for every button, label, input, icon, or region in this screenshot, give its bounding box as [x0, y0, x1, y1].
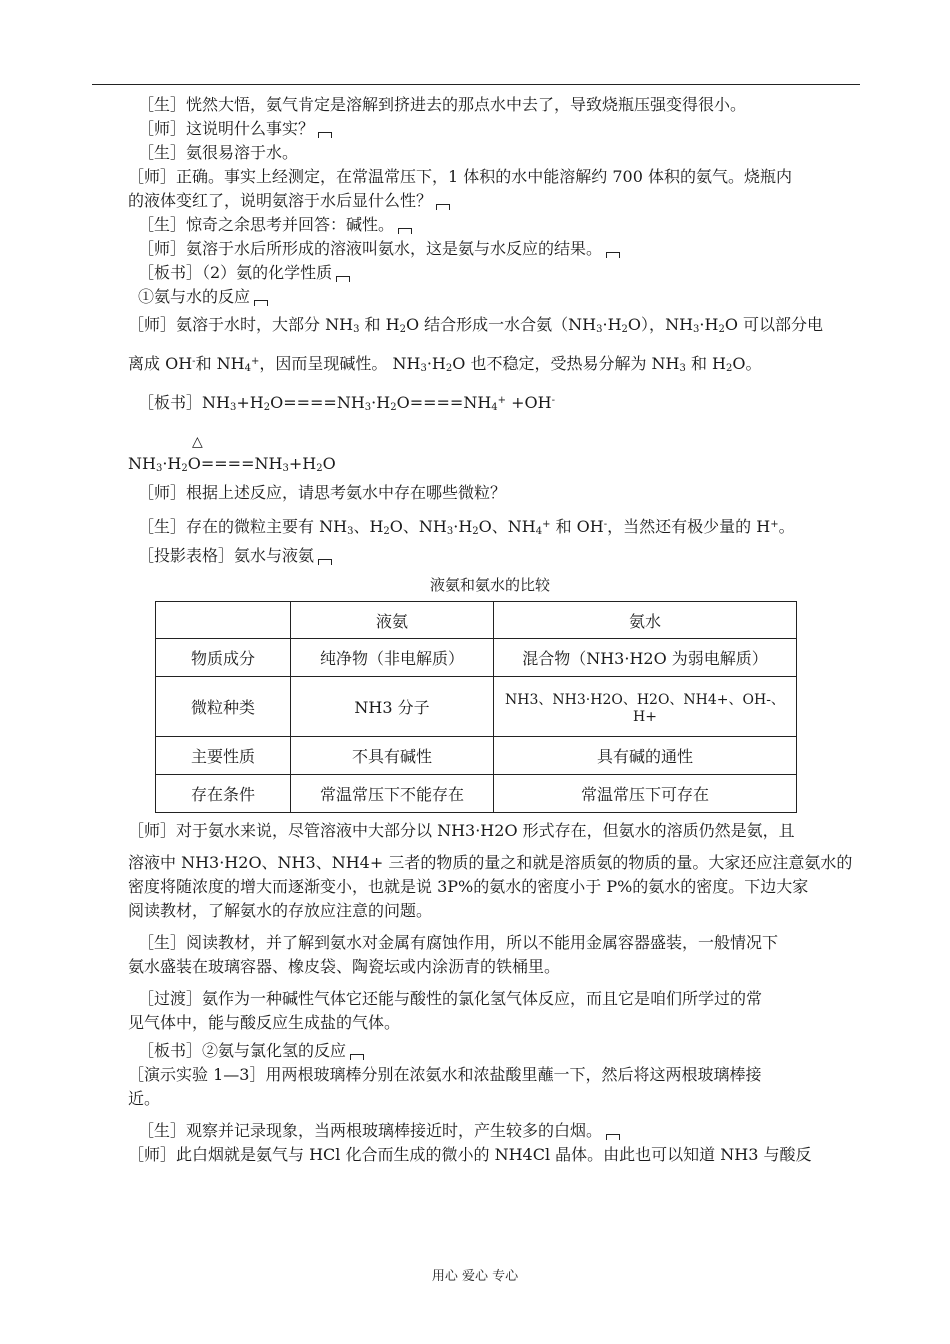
- paragraph: 阅读教材，了解氨水的存放应注意的问题。: [128, 901, 433, 920]
- mark-icon: [318, 132, 332, 138]
- document-body: [130, 93, 862, 1167]
- paragraph: 密度将随浓度的增大而逐渐变小，也就是说 3P%的氨水的密度小于 P%的氨水的密度。下边大家: [128, 877, 809, 896]
- table-row: [156, 775, 797, 813]
- paragraph: ①氨与水的反应: [130, 285, 862, 309]
- page-footer: 用心 爱心 专心: [431, 1269, 519, 1284]
- table-cell: 常温常压下不能存在: [291, 775, 494, 813]
- paragraph: ［生］恍然大悟，氨气肯定是溶解到挤进去的那点水中去了，导致烧瓶压强变得很小。: [138, 95, 747, 114]
- header-rule: [92, 84, 860, 85]
- text-after-table: [130, 819, 862, 1167]
- comparison-table: [155, 601, 797, 813]
- mark-icon: [254, 300, 268, 306]
- paragraph: ［师］此白烟就是氨气与 HCl 化合而生成的微小的 NH4Cl 晶体。由此也可以知道 NH3 与酸反: [128, 1145, 812, 1164]
- mark-icon: [318, 559, 332, 565]
- paragraph: ［生］阅读教材，并了解到氨水对金属有腐蚀作用，所以不能用金属容器盛装，一般情况下: [138, 933, 779, 952]
- paragraph: ［师］对于氨水来说，尽管溶液中大部分以 NH3·H2O 形式存在，但氨水的溶质仍然是氨，且: [128, 821, 795, 840]
- paragraph: ［过渡］氨作为一种碱性气体它还能与酸性的氯化氢气体反应，而且它是咱们所学过的常: [138, 989, 763, 1008]
- mark-icon: [350, 1054, 364, 1060]
- mark-icon: [336, 276, 350, 282]
- table-row: [156, 639, 797, 677]
- equation-line: △ $NH_3\cdot H_2O====NH_3+H_2O$: [128, 452, 862, 481]
- paragraph: ［师］氨溶于水时，大部分 $NH_3$ 和 $H_2O$ 结合形成一水合氨$(NH_3\cdot H_2O)$，$NH_3\cdot H_2O$ 可以部分电: [128, 315, 824, 335]
- paragraph: 氨水盛装在玻璃容器、橡皮袋、陶瓷坛或内涂沥青的铁桶里。: [128, 957, 561, 976]
- table-cell: 混合物（NH3·H2O 为弱电解质）: [494, 639, 797, 677]
- paragraph: 溶液中 NH3·H2O、NH3、NH4+ 三者的物质的量之和就是溶质氨的物质的量。大家还应注意氨水的: [128, 853, 853, 872]
- table-cell: 物质成分: [156, 639, 291, 677]
- table-cell: 常温常压下可存在: [494, 775, 797, 813]
- table-cell: 主要性质: [156, 737, 291, 775]
- paragraph: ［板书］（2）氨的化学性质: [130, 261, 862, 285]
- table-header-row: [156, 602, 797, 639]
- table-row: [156, 737, 797, 775]
- table-header-cell: 液氨: [291, 602, 494, 639]
- table-cell: 纯净物（非电解质）: [291, 639, 494, 677]
- mark-icon: [436, 204, 450, 210]
- equation-line: ［板书$]NH_3+H_2O====NH_3\cdot H_2O====NH_4^+ +OH^-$: [138, 393, 555, 413]
- paragraph: ［投影表格］氨水与液氨: [130, 544, 862, 568]
- paragraph: 的液体变红了，说明氨溶于水后显什么性？: [128, 189, 862, 213]
- paragraph: 见气体中，能与酸反应生成盐的气体。: [128, 1013, 401, 1032]
- mark-icon: [606, 252, 620, 258]
- paragraph: ［师］正确。事实上经测定，在常温常压下，1 体积的水中能溶解约 700 体积的氨气。烧瓶内: [128, 167, 792, 186]
- paragraph: ［生］氨很易溶于水。: [138, 143, 299, 162]
- paragraph: ［演示实验 1—3］用两根玻璃棒分别在浓氨水和浓盐酸里蘸一下，然后将这两根玻璃棒接: [128, 1065, 762, 1084]
- mark-icon: [606, 1134, 620, 1140]
- table-cell: 存在条件: [156, 775, 291, 813]
- heat-symbol: △: [192, 434, 203, 450]
- paragraph: ［板书］②氨与氯化氢的反应: [130, 1039, 862, 1063]
- paragraph: ［生］存在的微粒主要有 $NH_3$、$H_2O$、$NH_3\cdot H_2O$、$NH_4^+$ 和 OH-，当然还有极少量的 H+。: [138, 517, 795, 537]
- table-row: [156, 677, 797, 737]
- table-header-cell: 氨水: [494, 602, 797, 639]
- table-cell: 具有碱的通性: [494, 737, 797, 775]
- table-cell: NH3 分子: [291, 677, 494, 737]
- table-caption: 液氨和氨水的比较: [429, 576, 550, 594]
- paragraph: ［师］根据上述反应，请思考氨水中存在哪些微粒？: [138, 483, 507, 502]
- paragraph: ［师］氨溶于水后所形成的溶液叫氨水，这是氨与水反应的结果。: [130, 237, 862, 261]
- table-cell: 不具有碱性: [291, 737, 494, 775]
- table-cell: 微粒种类: [156, 677, 291, 737]
- paragraph: 离成 OH-和 $NH_4^+$，因而呈现碱性。 $NH_3\cdot H_2O$ 也不稳定，受热易分解为 $NH_3$ 和 $H_2O$。: [128, 354, 762, 374]
- table-cell: NH3、NH3·H2O、H2O、NH4+、OH-、H+: [494, 677, 797, 737]
- paragraph: ［生］惊奇之余思考并回答：碱性。: [130, 213, 862, 237]
- table-header-cell: [156, 602, 291, 639]
- paragraph: ［生］观察并记录现象，当两根玻璃棒接近时，产生较多的白烟。: [130, 1119, 862, 1143]
- mark-icon: [398, 228, 412, 234]
- paragraph: ［师］这说明什么事实？: [130, 117, 862, 141]
- paragraph: 近。: [128, 1089, 161, 1108]
